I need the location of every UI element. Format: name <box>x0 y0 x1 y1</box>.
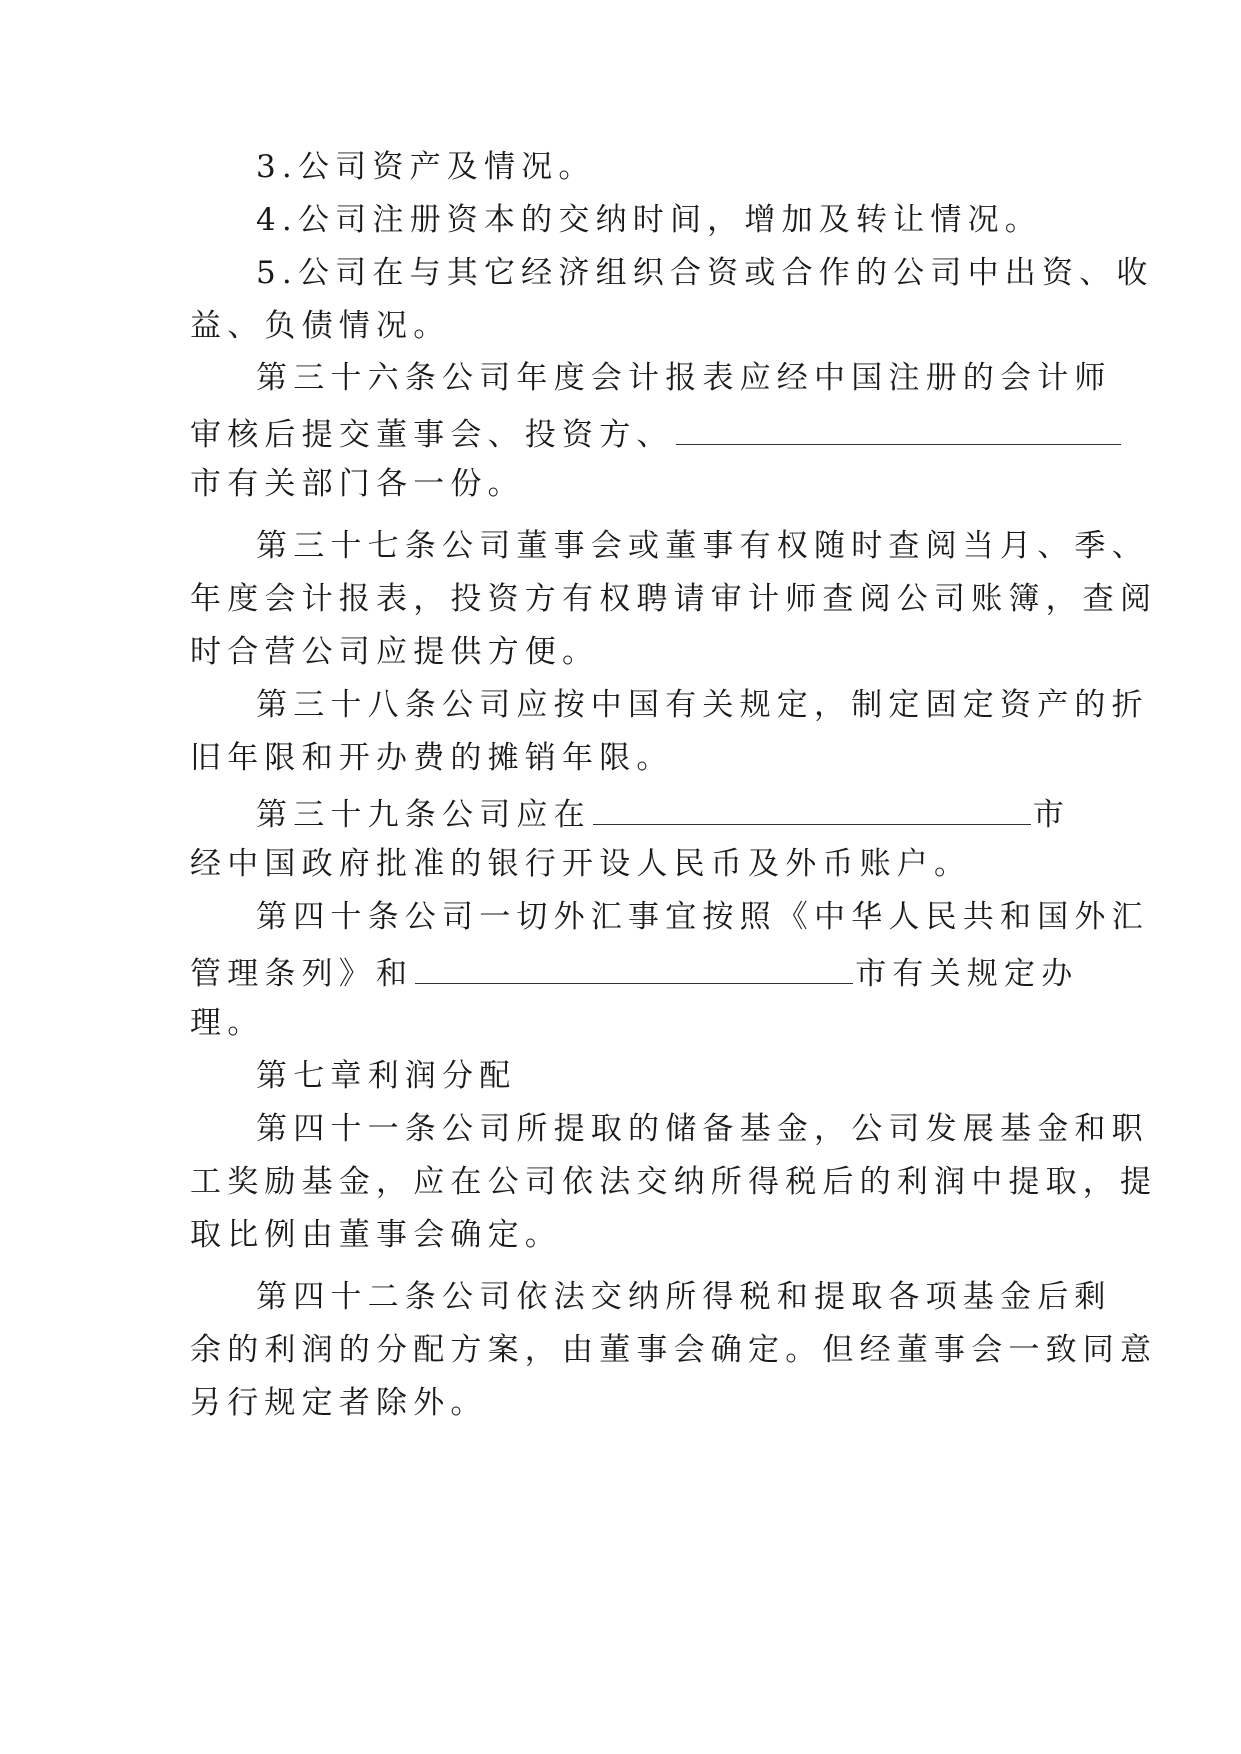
fill-in-blank <box>676 416 1121 445</box>
fill-in-blank <box>593 796 1031 825</box>
text-line: 第四十二条公司依法交纳所得税和提取各项基金后剩 <box>256 1279 1112 1315</box>
text-line: 理。 <box>190 1005 265 1041</box>
text-line: 第四十一条公司所提取的储备基金，公司发展基金和职 <box>256 1111 1149 1147</box>
text-line <box>190 955 1078 990</box>
text-line: 第四十条公司一切外汇事宜按照《中华人民共和国外汇 <box>256 899 1149 935</box>
text-line: 5.公司在与其它经济组织合资或合作的公司中出资、收 <box>256 255 1154 291</box>
text-segment: 审核后提交董事会、投资方、 <box>190 417 674 453</box>
text-line: 益、负债情况。 <box>190 308 451 344</box>
chapter-heading: 第七章利润分配 <box>256 1058 517 1094</box>
text-line: 第三十六条公司年度会计报表应经中国注册的会计师 <box>256 360 1112 396</box>
fill-in-blank <box>415 955 853 984</box>
text-line: 第三十七条公司董事会或董事有权随时查阅当月、季、 <box>256 528 1149 564</box>
text-line: 经中国政府批准的银行开设人民币及外币账户。 <box>190 846 972 882</box>
text-segment: 市有关规定办 <box>855 956 1079 992</box>
text-line: 另行规定者除外。 <box>190 1385 488 1421</box>
text-line: 工奖励基金，应在公司依法交纳所得税后的利润中提取，提 <box>190 1164 1158 1200</box>
text-line: 时合营公司应提供方便。 <box>190 634 600 670</box>
text-line: 取比例由董事会确定。 <box>190 1217 562 1253</box>
text-segment: 市 <box>1032 797 1071 833</box>
text-line: 年度会计报表，投资方有权聘请审计师查阅公司账簿，查阅 <box>190 581 1158 617</box>
text-line <box>190 416 1123 451</box>
text-line: 4.公司注册资本的交纳时间，增加及转让情况。 <box>256 202 1042 238</box>
text-line: 3.公司资产及情况。 <box>256 149 596 185</box>
text-line: 市有关部门各一份。 <box>190 466 525 502</box>
text-line <box>256 796 1070 831</box>
text-line: 余的利润的分配方案，由董事会确定。但经董事会一致同意 <box>190 1332 1158 1368</box>
text-segment: 第三十九条公司应在 <box>256 797 591 833</box>
text-line: 第三十八条公司应按中国有关规定，制定固定资产的折 <box>256 687 1149 723</box>
text-line: 旧年限和开办费的摊销年限。 <box>190 740 674 776</box>
text-segment: 管理条列》和 <box>190 956 414 992</box>
